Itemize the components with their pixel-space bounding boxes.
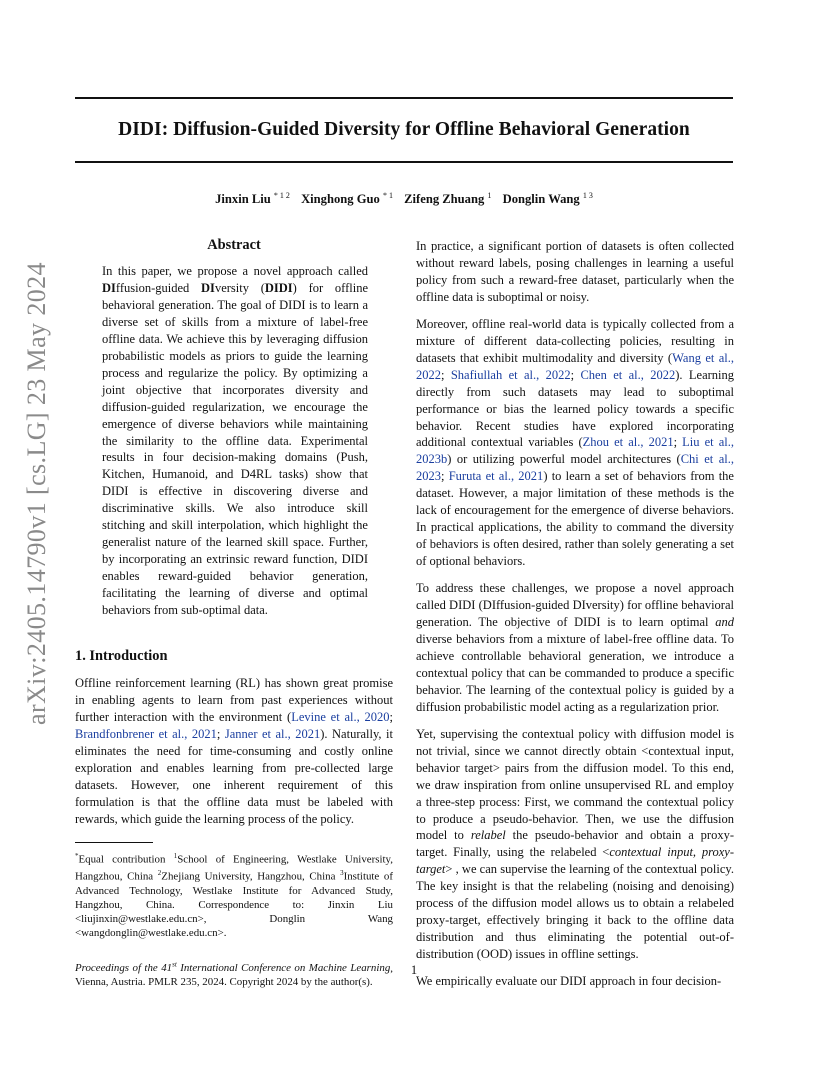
citation-link[interactable]: Liu et al., 2023b	[416, 435, 734, 467]
body-paragraph: To address these challenges, we propose a novel approach called DIDI (DIffusion-guided DIversity) for offline behavioral generation. The objective of DIDI is to learn optimal and diverse behaviors from a mixture of label-free offline data. To achieve controllable behavioral generation, we introduce a contextual policy that can be commanded to produce a specific behavior. The learning of the contextual policy is guided by a diffusion probabilistic model acting as a regularization prior.	[416, 581, 734, 714]
right-column	[416, 238, 734, 1000]
body-paragraph: Moreover, offline real-world data is typically collected from a mixture of different data-collecting policies, resulting in datasets that exhibit multimodality and diversity (Wang et al., 2022; Shafiullah et al., 2022; Chen et al., 2022). Learning directly from such datasets may lead to suboptimal performance or bias the learned policy towards a specific behavior. Recent studies have explored incorporating additional contextual variables (Zhou et al., 2021; Liu et al., 2023b) or utilizing powerful model architectures (Chi et al., 2023; Furuta et al., 2021) to learn a set of behaviors from the dataset. However, a major limitation of these methods is the lack of encouragement for the emergence of diverse behaviors. In practical applications, the ability to command the diversity of behaviors is often desired, rather than solely generating a set of optional behaviors.	[416, 316, 735, 569]
body-paragraph: In practice, a significant portion of datasets is often collected without reward labels, posing challenges in learning a useful policy from such a reward-free dataset, particularly when the offline data is suboptimal or noisy.	[416, 239, 734, 304]
author: Donglin Wang $^{1 3}$	[502, 191, 593, 207]
citation-link[interactable]: Chi et al., 2023	[416, 452, 734, 484]
affiliation-footnote: *Equal contribution $^1$School of Engineering, Westlake University, Hangzhou, China $^2$Zhejiang University, Hangzhou, China $^3$Institute of Advanced Technology, Westlake Institute for Advanced Study, Hangzhou, China. Correspondence to: Jinxin Liu <liujinxin@westlake.edu.cn>, Donglin Wang <wangdonglin@westlake.edu.cn>.	[75, 851, 393, 939]
citation-link[interactable]: Furuta et al., 2021	[448, 469, 544, 484]
citation-link[interactable]: Wang et al., 2022	[416, 350, 734, 382]
citation-link[interactable]: Levine et al., 2020	[291, 709, 390, 724]
title-bottom-rule	[75, 161, 733, 163]
intro-paragraph: Offline reinforcement learning (RL) has shown great promise in enabling agents to learn from past experiences without further interaction with the environment (Levine et al., 2020; Brandfonbrener et al., 2021; Janner et al., 2021). Naturally, it eliminates the need for time-consuming and costly online exploration and enables learning from pre-collected large datasets. However, one inherent requirement of this formulation is that the offline data must be labeled with rewards, which guide the learning process of the policy.	[75, 676, 394, 826]
citation-link[interactable]: Brandfonbrener et al., 2021	[75, 726, 217, 741]
paper-title: DIDI: Diffusion-Guided Diversity for Offline Behavioral Generation	[118, 119, 690, 140]
author: Zifeng Zhuang $^1$	[404, 191, 492, 207]
citation-link[interactable]: Zhou et al., 2021	[582, 435, 674, 450]
citation-link[interactable]: Shafiullah et al., 2022	[450, 367, 571, 382]
author: Xinghong Guo $^{* 1}$	[301, 191, 393, 207]
footnote-rule	[75, 842, 153, 843]
top-rule	[75, 97, 733, 99]
citation-link[interactable]: Janner et al., 2021	[224, 726, 321, 741]
author-list	[75, 191, 733, 207]
proceedings-note: Proceedings of the 41st International Conference on Machine Learning, Vienna, Austria. PMLR 235, 2024. Copyright 2024 by the author(s).	[75, 960, 394, 989]
abstract-text: In this paper, we propose a novel approach called DIffusion-guided DIversity (DIDI) for offline behavioral generation. The goal of DIDI is to learn a diverse set of skills from a mixture of label-free offline data. We achieve this by leveraging diffusion probabilistic models as priors to guide the learning process and regularize the policy. By optimizing a joint objective that incorporates diversity and diffusion-guided regularization, we encourage the emergence of diverse behaviors while maintaining the similarity to the offline data. Experimental results in four decision-making domains (Push, Kitchen, Humanoid, and D4RL tasks) show that DIDI is effective in discovering diverse and discriminative skills. We also introduce skill stitching and skill interpolation, which highlight the generalist nature of the learned skill space. Further, by incorporating an extrinsic reward function, DIDI enables reward-guided behavior generation, facilitating the learning of diverse and optimal behaviors from sub-optimal data.	[102, 264, 368, 618]
page-number: 1	[410, 963, 418, 977]
arxiv-identifier[interactable]: arXiv:2405.14790v1 [cs.LG] 23 May 2024	[22, 262, 51, 725]
author: Jinxin Liu $^{* 1 2}$	[215, 191, 290, 207]
body-paragraph: Yet, supervising the contextual policy with diffusion model is not trivial, since we cannot directly obtain <contextual input, behavior target> pairs from the diffusion model. To this end, we draw inspiration from online unsupervised RL and employ a three-step process: First, we command the contextual policy to produce a pseudo-behavior. Then, we use the diffusion model to relabel the pseudo-behavior and obtain a proxy-target. Finally, using the relabeled <contextual input, proxy-target> , we can supervise the learning of the contextual policy. The key insight is that the relabeling (noising and denoising) process of the diffusion model allows us to obtain a relabeled proxy-target, effectively bringing it back to the offline data distribution and thus eliminating the potential out-of-distribution (OOD) issues in offline settings.	[416, 726, 735, 962]
abstract-heading: Abstract	[207, 237, 261, 253]
left-column	[75, 236, 393, 989]
body-paragraph: We empirically evaluate our DIDI approach in four decision-	[416, 974, 722, 989]
citation-link[interactable]: Chen et al., 2022	[580, 367, 676, 382]
section-heading-introduction: 1. Introduction	[75, 648, 168, 665]
